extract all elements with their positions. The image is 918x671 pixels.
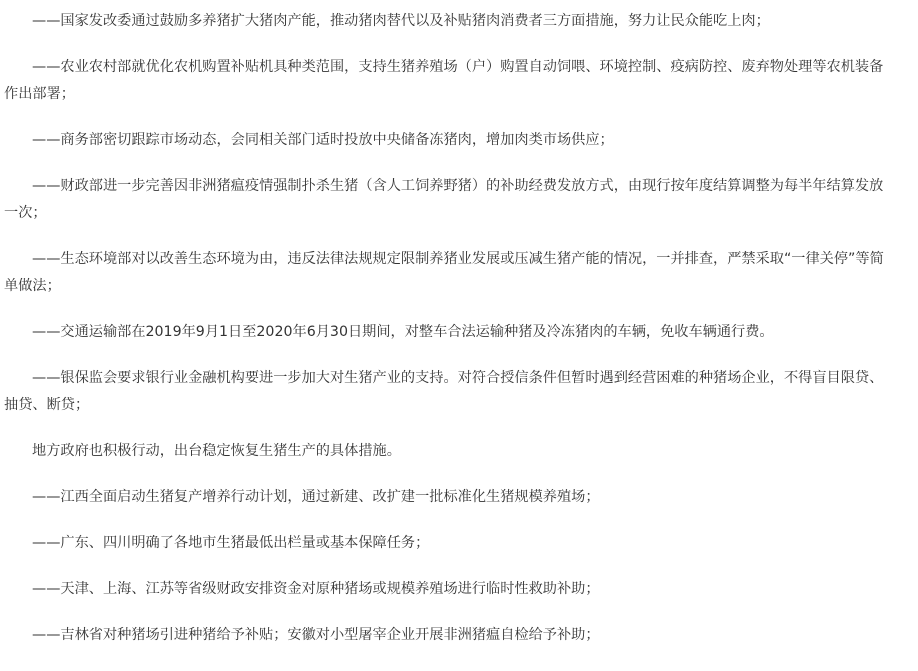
- paragraph-jilin-anhui: ——吉林省对种猪场引进种猪给予补贴；安徽对小型屠宰企业开展非洲猪瘟自检给予补助；: [32, 627, 600, 643]
- paragraph-cbirc: ——银保监会要求银行业金融机构要进一步加大对生猪产业的支持。对符合授信条件但暂时遇到经营困难的种猪场企业，不得盲目限贷、抽贷、断贷；: [4, 370, 884, 413]
- paragraph-ndrc: ——国家发改委通过鼓励多养猪扩大猪肉产能，推动猪肉替代以及补贴猪肉消费者三方面措施，努力让民众能吃上肉；: [32, 13, 770, 29]
- article-body: [4, 0, 890, 660]
- paragraph-transport-ministry: ——交通运输部在2019年9月1日至2020年6月30日期间，对整车合法运输种猪及冷冻猪肉的车辆，免收车辆通行费。: [32, 324, 774, 340]
- paragraph-ecology-ministry: ——生态环境部对以改善生态环境为由，违反法律法规规定限制养猪业发展或压减生猪产能的情况，一并排查，严禁采取“一律关停”等简单做法；: [4, 251, 884, 294]
- paragraph-finance-ministry: ——财政部进一步完善因非洲猪瘟疫情强制扑杀生猪（含人工饲养野猪）的补助经费发放方式，由现行按年度结算调整为每半年结算发放一次；: [4, 178, 884, 221]
- paragraph-commerce-ministry: ——商务部密切跟踪市场动态，会同相关部门适时投放中央储备冻猪肉，增加肉类市场供应；: [32, 132, 614, 148]
- paragraph-agriculture-ministry: ——农业农村部就优化农机购置补贴机具种类范围，支持生猪养殖场（户）购置自动饲喂、环境控制、疫病防控、废弃物处理等农机装备作出部署；: [4, 59, 884, 102]
- paragraph-jiangxi: ——江西全面启动生猪复产增养行动计划，通过新建、改扩建一批标准化生猪规模养殖场；: [32, 489, 600, 505]
- paragraph-local-governments: 地方政府也积极行动，出台稳定恢复生猪生产的具体措施。: [32, 443, 401, 459]
- paragraph-guangdong-sichuan: ——广东、四川明确了各地市生猪最低出栏量或基本保障任务；: [32, 535, 430, 551]
- paragraph-tianjin-shanghai-jiangsu: ——天津、上海、江苏等省级财政安排资金对原种猪场或规模养殖场进行临时性救助补助；: [32, 581, 600, 597]
